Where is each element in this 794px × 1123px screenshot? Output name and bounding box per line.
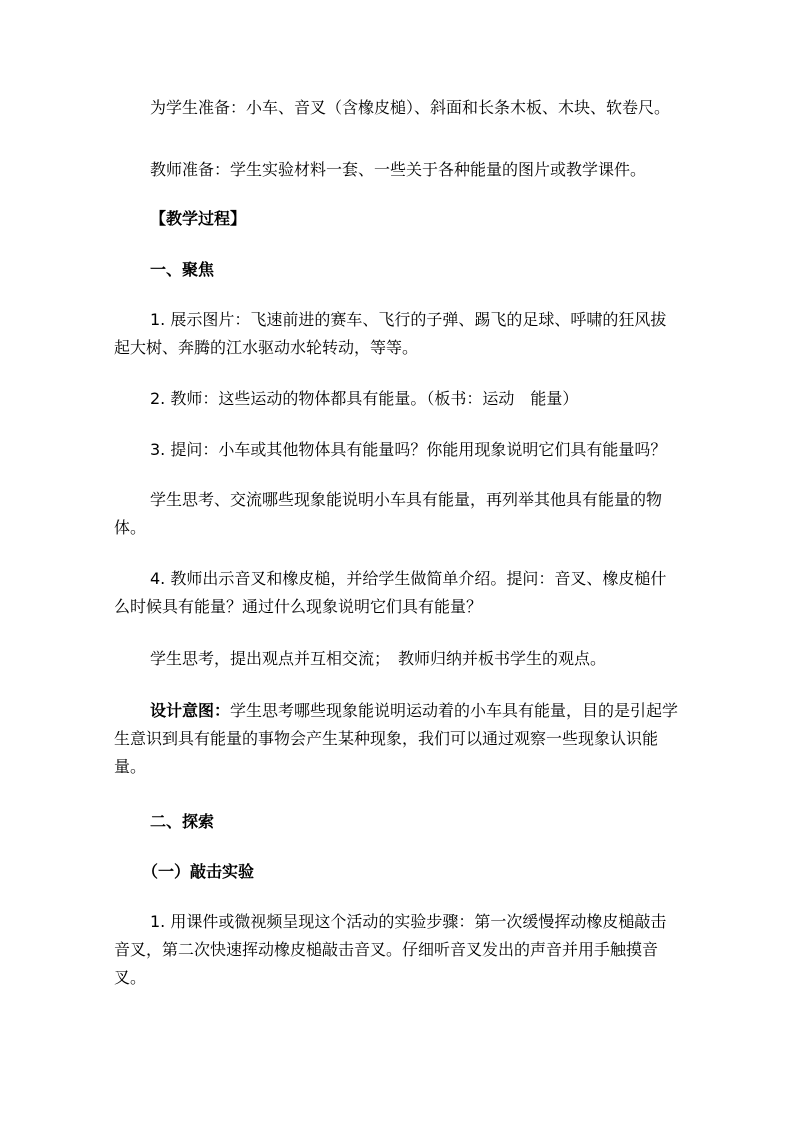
design-intent-label: 设计意图： bbox=[150, 701, 231, 720]
step3-paragraph: 3. 提问：小车或其他物体具有能量吗？你能用现象说明它们具有能量吗？ bbox=[150, 440, 667, 459]
step1-paragraph: 1. 展示图片：飞速前进的赛车、飞行的子弹、踢飞的足球、呼啸的狂风拔起大树、奔腾的江水驱动水轮转动，等等。 bbox=[114, 310, 667, 357]
prep-students-paragraph: 为学生准备：小车、音叉（含橡皮槌）、斜面和长条木板、木块、软卷尺。 bbox=[150, 98, 671, 117]
process-heading: 【教学过程】 bbox=[150, 209, 247, 228]
sub-step1-paragraph: 1. 用课件或微视频呈现这个活动的实验步骤：第一次缓慢挥动橡皮槌敲击音叉，第二次快速挥动橡皮槌敲击音叉。仔细听音叉发出的声音并用手触摸音叉。 bbox=[114, 912, 667, 987]
design-intent-paragraph bbox=[114, 697, 682, 781]
design-intent-text: 学生思考哪些现象能说明运动着的小车具有能量，目的是引起学生意识到具有能量的事物会产生某种现象，我们可以通过观察一些现象认识能量。 bbox=[114, 701, 679, 776]
prep-teacher-paragraph: 教师准备：学生实验材料一套、一些关于各种能量的图片或教学课件。 bbox=[150, 160, 647, 179]
step2-paragraph: 2. 教师：这些运动的物体都具有能量。（板书：运动 能量） bbox=[150, 389, 579, 408]
step3-student-paragraph: 学生思考、交流哪些现象能说明小车具有能量，再列举其他具有能量的物体。 bbox=[114, 490, 663, 537]
section2-heading: 二、探索 bbox=[150, 812, 215, 831]
step4-paragraph: 4. 教师出示音叉和橡皮槌，并给学生做简单介绍。提问：音叉、橡皮槌什么时候具有能量？通过什么现象说明它们具有能量？ bbox=[114, 569, 667, 616]
section1-heading: 一、聚焦 bbox=[150, 260, 215, 279]
subsection1-heading: （一）敲击实验 bbox=[142, 862, 255, 881]
step4-student-paragraph: 学生思考，提出观点并互相交流； 教师归纳并板书学生的观点。 bbox=[150, 649, 607, 668]
